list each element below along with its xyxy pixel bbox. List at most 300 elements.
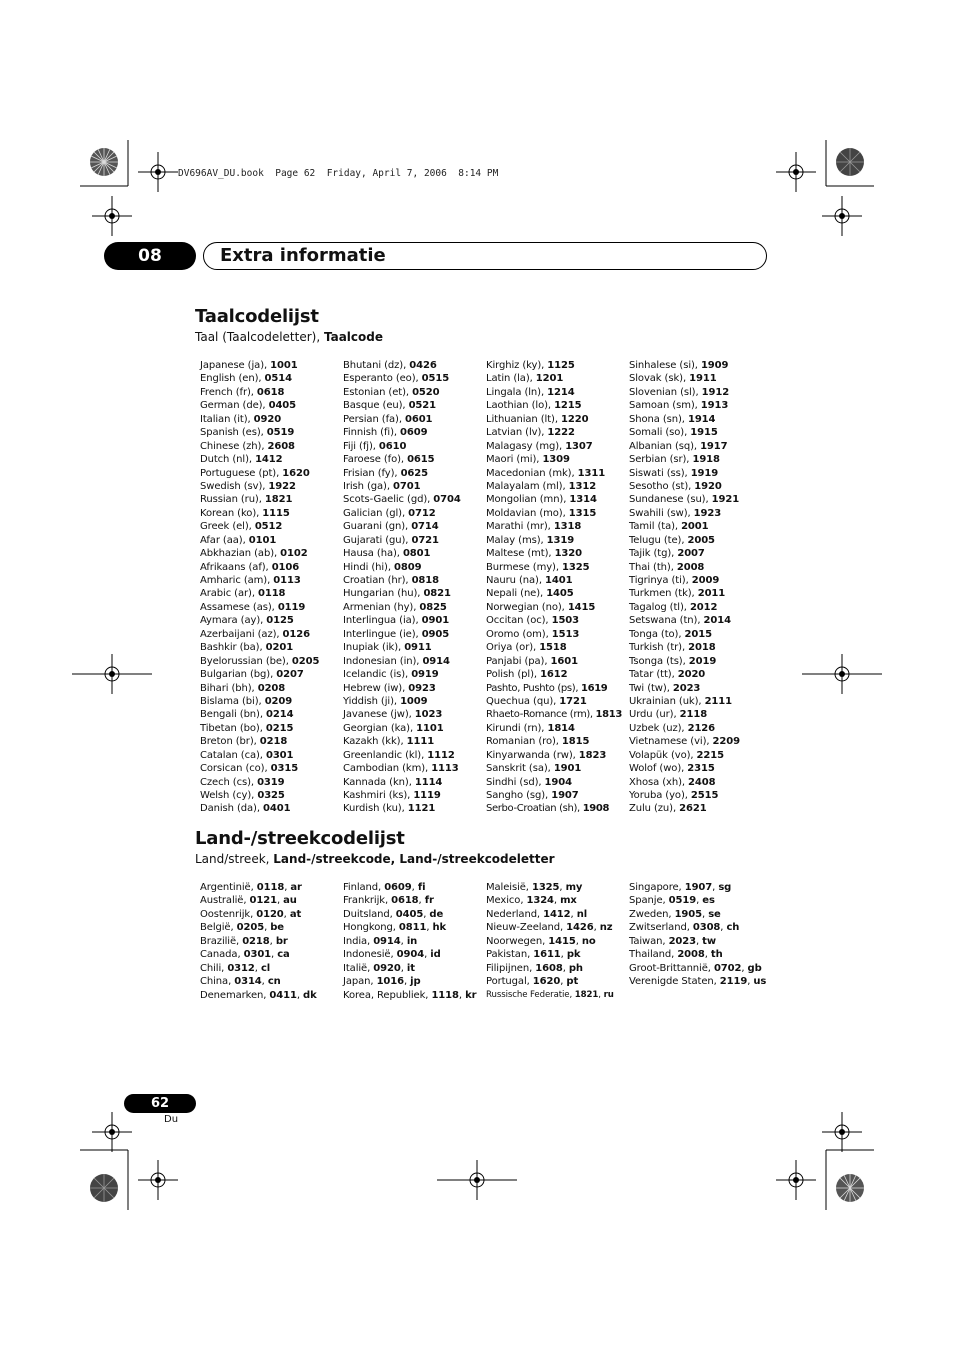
item-name: Italië,	[343, 962, 374, 974]
list-item	[629, 426, 772, 439]
item-code: 1315	[568, 507, 597, 519]
list-item	[343, 399, 486, 412]
list-item	[629, 695, 772, 708]
item-letter-code: fi	[417, 882, 426, 893]
item-name: Gujarati (gu),	[343, 534, 412, 546]
item-code: 2007	[677, 548, 705, 560]
item-name: Marathi (mr),	[486, 521, 554, 533]
item-name: Twi (tw),	[629, 682, 673, 694]
item-name: Afrikaans (af),	[200, 561, 272, 573]
item-name: Danish (da),	[200, 803, 264, 815]
list-item	[629, 789, 772, 802]
language-section-subtitle	[195, 330, 383, 344]
item-code: 2012	[689, 601, 718, 613]
list-item	[486, 480, 629, 493]
item-code: 2018	[688, 642, 716, 654]
item-name: Arabic (ar),	[200, 588, 258, 600]
list-item	[343, 628, 486, 641]
item-name: Macedonian (mk),	[486, 467, 578, 479]
item-code: 0218	[242, 935, 270, 947]
list-item	[200, 708, 343, 721]
item-name: Korea, Republiek,	[343, 989, 432, 1001]
item-code: 0904	[396, 949, 425, 961]
list-item	[200, 776, 343, 789]
item-code: 0905	[421, 628, 450, 640]
list-item	[343, 601, 486, 614]
item-code: 0521	[408, 400, 437, 412]
item-code: 2408	[688, 776, 716, 788]
item-code: 1214	[547, 386, 575, 398]
item-name: Estonian (et),	[343, 386, 413, 398]
list-item: Filipijnen, 1608, ph	[486, 962, 583, 974]
list-item	[629, 534, 772, 547]
list-item	[629, 507, 772, 520]
item-name: Canada,	[200, 949, 244, 961]
country-code-list	[200, 881, 772, 1002]
item-code: 0119	[277, 601, 306, 613]
item-name: Galician (gl),	[343, 507, 409, 519]
item-code: 2008	[676, 561, 705, 573]
list-item: Indonesië, 0904, id	[343, 949, 441, 961]
item-name: Sundanese (su),	[629, 494, 712, 506]
item-code: 2011	[697, 588, 726, 600]
item-name: Nieuw-Zeeland,	[486, 922, 567, 934]
list-item	[629, 372, 772, 385]
item-name: Rhaeto-Romance (rm),	[486, 709, 596, 721]
item-name: Thai (th),	[629, 561, 677, 573]
item-name: Georgian (ka),	[343, 722, 417, 734]
item-code: 0514	[264, 373, 292, 385]
code-column	[629, 359, 772, 816]
item-code: 0125	[266, 615, 294, 627]
item-name: Malayalam (ml),	[486, 480, 569, 492]
item-code: 0825	[419, 601, 447, 613]
item-code: 1601	[550, 655, 578, 667]
list-item	[629, 480, 772, 493]
list-item	[200, 695, 343, 708]
list-item	[486, 493, 629, 506]
list-item	[200, 372, 343, 385]
item-code: 1823	[578, 749, 607, 761]
item-code: 1912	[701, 386, 730, 398]
item-name: Nepali (ne),	[486, 588, 547, 600]
registration-target-icon	[72, 654, 152, 694]
item-name: Oriya (or),	[486, 642, 540, 654]
list-item	[200, 561, 343, 574]
item-name: Kinyarwanda (rw),	[486, 749, 579, 761]
item-code: 0821	[423, 588, 451, 600]
list-item	[486, 534, 629, 547]
item-code: 1814	[547, 722, 575, 734]
list-item	[200, 749, 343, 762]
list-item	[343, 467, 486, 480]
item-code: 2608	[267, 440, 295, 452]
item-code: 1913	[700, 400, 729, 412]
list-item	[486, 695, 629, 708]
item-letter-code: fr	[424, 895, 434, 907]
item-letter-code: ca	[277, 949, 290, 961]
list-item: Groot-Brittannië, 0702, gb	[629, 962, 762, 974]
item-name: Volapük (vo),	[629, 749, 697, 761]
item-name: Singapore,	[629, 882, 685, 893]
item-name: Serbian (sr),	[629, 454, 693, 466]
item-name: Breton (br),	[200, 736, 260, 748]
item-name: Bihari (bh),	[200, 682, 258, 694]
list-item: Argentinië, 0118, ar	[200, 882, 302, 893]
item-letter-code: br	[275, 935, 288, 947]
list-item	[343, 735, 486, 748]
item-name: Frisian (fy),	[343, 467, 401, 479]
list-item: Zwitserland, 0308, ch	[629, 922, 740, 934]
item-name: Duitsland,	[343, 908, 396, 920]
list-item	[629, 413, 772, 426]
item-code: 2119	[719, 976, 748, 988]
list-item	[629, 467, 772, 480]
list-item: Maleisië, 1325, my	[486, 882, 583, 893]
item-name: Esperanto (eo),	[343, 373, 422, 385]
item-name: Noorwegen,	[486, 935, 549, 947]
item-name: Portugal,	[486, 976, 533, 988]
list-item	[200, 413, 343, 426]
item-code: 1918	[692, 454, 720, 466]
item-name: Welsh (cy),	[200, 790, 258, 801]
list-item	[629, 587, 772, 600]
list-item: Brazilië, 0218, br	[200, 935, 288, 947]
list-item	[629, 359, 772, 372]
item-name: Fiji (fj),	[343, 440, 379, 452]
country-section-title: Land-/streekcodelijst	[195, 828, 405, 849]
item-code: 2111	[704, 695, 733, 707]
registration-target-icon	[138, 1160, 178, 1200]
list-item: Mexico, 1324, mx	[486, 895, 577, 907]
item-letter-code: my	[565, 882, 583, 893]
item-code: 1325	[562, 561, 590, 573]
list-item	[200, 574, 343, 587]
list-item: Italië, 0920, it	[343, 962, 415, 974]
code-column	[200, 881, 343, 1002]
color-wheel-icon	[89, 147, 119, 177]
list-item	[343, 547, 486, 560]
list-item	[200, 399, 343, 412]
item-name: Chinese (zh),	[200, 440, 268, 452]
item-code: 1909	[700, 360, 729, 371]
item-code: 1821	[264, 494, 293, 506]
item-code: 0208	[257, 682, 286, 694]
registration-target-icon	[92, 196, 132, 236]
list-item: Denemarken, 0411, dk	[200, 989, 317, 1001]
list-item	[200, 722, 343, 735]
item-code: 1904	[544, 776, 572, 788]
registration-target-icon	[92, 1112, 132, 1152]
list-item	[486, 453, 629, 466]
registration-target-icon	[776, 1160, 816, 1200]
item-name: Pakistan,	[486, 949, 534, 961]
item-code: 1201	[535, 373, 564, 385]
code-column	[486, 881, 629, 1002]
item-code: 0405	[395, 908, 424, 920]
item-code: 1412	[255, 454, 283, 466]
item-code: 0113	[273, 575, 301, 586]
list-item	[486, 628, 629, 641]
subtitle-bold: Taalcode	[323, 330, 384, 344]
item-name: Nederland,	[486, 908, 544, 920]
list-item	[343, 695, 486, 708]
item-code: 0712	[408, 507, 436, 519]
item-code: 0615	[407, 454, 435, 466]
list-item	[343, 426, 486, 439]
list-item	[200, 534, 343, 547]
list-item	[200, 641, 343, 654]
list-item	[629, 655, 772, 668]
item-name: Shona (sn),	[629, 413, 688, 425]
item-code: 0618	[391, 895, 419, 907]
item-name: Sindhi (sd),	[486, 776, 545, 788]
list-item: Verenigde Staten, 2119, us	[629, 976, 767, 988]
item-name: Xhosa (xh),	[629, 776, 689, 788]
item-name: Maori (mi),	[486, 454, 543, 466]
item-name: Icelandic (is),	[343, 669, 412, 681]
list-item	[629, 601, 772, 614]
list-item	[629, 802, 772, 815]
list-item	[343, 386, 486, 399]
item-name: Assamese (as),	[200, 601, 278, 613]
list-item	[486, 735, 629, 748]
list-item	[486, 641, 629, 654]
item-name: Laothian (lo),	[486, 400, 555, 412]
list-item	[343, 749, 486, 762]
item-letter-code: se	[708, 908, 721, 920]
list-item	[200, 655, 343, 668]
item-code: 0205	[291, 655, 320, 667]
item-code: 1721	[559, 695, 587, 707]
list-item	[343, 372, 486, 385]
list-item: Taiwan, 2023, tw	[629, 935, 716, 947]
item-name: Spanish (es),	[200, 427, 267, 439]
list-item	[343, 413, 486, 426]
item-code: 1513	[551, 628, 580, 640]
item-letter-code: id	[430, 949, 441, 961]
list-item	[629, 668, 772, 681]
list-item	[343, 655, 486, 668]
item-code: 2215	[696, 749, 724, 761]
item-name: Indonesië,	[343, 949, 397, 961]
item-name: Verenigde Staten,	[629, 976, 720, 988]
list-item: Noorwegen, 1415, no	[486, 935, 596, 947]
list-item	[343, 776, 486, 789]
list-item	[486, 762, 629, 775]
item-code: 1922	[268, 480, 296, 492]
list-item	[343, 453, 486, 466]
item-name: Mexico,	[486, 895, 527, 907]
list-item	[343, 440, 486, 453]
item-code: 1911	[689, 373, 717, 385]
item-code: 2020	[677, 669, 706, 681]
item-name: Bhutani (dz),	[343, 360, 410, 371]
item-letter-code: au	[283, 895, 297, 907]
list-item	[486, 668, 629, 681]
item-name: English (en),	[200, 373, 265, 385]
item-name: Wolof (wo),	[629, 763, 688, 775]
item-name: Pashto, Pushto (ps),	[486, 682, 581, 694]
list-item: China, 0314, cn	[200, 976, 281, 988]
item-letter-code: no	[581, 935, 596, 947]
item-code: 0315	[270, 763, 299, 775]
list-item	[629, 399, 772, 412]
item-code: 1518	[539, 642, 567, 654]
item-code: 0121	[249, 895, 277, 907]
item-letter-code: gb	[747, 962, 762, 974]
list-item	[200, 493, 343, 506]
item-name: Corsican (co),	[200, 763, 271, 775]
item-name: Occitan (oc),	[486, 615, 552, 627]
item-name: Latvian (lv),	[486, 427, 548, 439]
item-letter-code: cn	[267, 976, 281, 988]
item-name: Turkmen (tk),	[629, 588, 698, 600]
item-code: 2118	[679, 709, 708, 721]
list-item	[200, 762, 343, 775]
item-code: 1311	[577, 467, 606, 479]
item-name: Russian (ru),	[200, 494, 265, 506]
item-letter-code: cl	[260, 962, 271, 974]
item-code: 2001	[681, 521, 709, 533]
item-code: 0118	[257, 588, 286, 600]
color-wheel-icon	[835, 147, 865, 177]
item-letter-code: ph	[568, 962, 583, 974]
list-item: Spanje, 0519, es	[629, 895, 715, 907]
item-name: Swedish (sv),	[200, 480, 269, 492]
item-code: 1125	[547, 360, 575, 371]
item-letter-code: tw	[702, 935, 716, 947]
item-code: 0312	[227, 962, 255, 974]
item-code: 2005	[687, 534, 715, 546]
item-name: Quechua (qu),	[486, 695, 560, 707]
list-item	[200, 682, 343, 695]
list-item: Australië, 0121, au	[200, 895, 297, 907]
item-name: Lingala (ln),	[486, 386, 548, 398]
item-code: 1307	[565, 440, 593, 452]
item-code: 0919	[411, 669, 439, 681]
item-code: 0301	[243, 949, 272, 961]
list-item	[629, 682, 772, 695]
item-name: Zwitserland,	[629, 922, 693, 934]
item-code: 1314	[569, 494, 597, 506]
list-item: Zweden, 1905, se	[629, 908, 721, 920]
item-name: German (de),	[200, 400, 269, 412]
registration-target-icon	[776, 152, 816, 192]
item-code: 1118	[431, 989, 459, 1001]
list-item	[629, 722, 772, 735]
item-code: 1111	[406, 736, 435, 748]
list-item	[486, 655, 629, 668]
item-name: Zulu (zu),	[629, 803, 680, 815]
item-code: 0809	[394, 561, 422, 573]
item-code: 0214	[266, 709, 294, 721]
item-name: Urdu (ur),	[629, 709, 680, 721]
language-code-list	[200, 359, 772, 816]
item-code: 1503	[551, 615, 580, 627]
item-code: 2621	[679, 803, 707, 815]
item-code: 0911	[404, 642, 432, 654]
list-item	[629, 735, 772, 748]
item-name: Vietnamese (vi),	[629, 736, 713, 748]
list-item	[200, 359, 343, 372]
item-code: 0515	[421, 373, 450, 385]
list-item	[629, 641, 772, 654]
item-name: Lithuanian (lt),	[486, 413, 561, 425]
chapter-header	[203, 242, 767, 270]
item-name: Interlingua (ia),	[343, 615, 422, 627]
item-code: 2008	[677, 949, 705, 961]
item-code: 1907	[684, 882, 713, 893]
item-code: 0120	[256, 908, 284, 920]
item-name: Somali (so),	[629, 427, 691, 439]
item-name: Greek (el),	[200, 521, 255, 533]
item-code: 2209	[712, 736, 740, 748]
list-item	[343, 587, 486, 600]
list-item	[486, 520, 629, 533]
item-code: 2015	[684, 628, 712, 640]
item-name: Byelorussian (be),	[200, 655, 292, 667]
list-item	[486, 507, 629, 520]
item-name: Telugu (te),	[629, 534, 688, 546]
item-code: 0914	[373, 935, 401, 947]
item-name: Kirghiz (ky),	[486, 360, 548, 371]
list-item: Oostenrijk, 0120, at	[200, 908, 302, 920]
item-name: Uzbek (uz),	[629, 722, 688, 734]
item-letter-code: pt	[566, 976, 579, 988]
item-code: 1325	[531, 882, 560, 893]
item-name: Frankrijk,	[343, 895, 392, 907]
list-item	[486, 359, 629, 372]
item-code: 0411	[269, 989, 297, 1001]
item-name: Japanese (ja),	[200, 360, 271, 371]
item-name: Persian (fa),	[343, 413, 405, 425]
item-name: Korean (ko),	[200, 507, 263, 519]
list-item: Finland, 0609, fi	[343, 882, 426, 893]
list-item: Hongkong, 0811, hk	[343, 922, 447, 934]
registration-target-icon	[822, 1112, 862, 1152]
list-item	[343, 359, 486, 372]
list-item	[486, 682, 629, 695]
item-letter-code: dk	[303, 989, 317, 1001]
item-name: Tajik (tg),	[629, 548, 678, 560]
list-item	[200, 386, 343, 399]
list-item	[200, 614, 343, 627]
item-code: 0101	[248, 534, 277, 546]
item-code: 0609	[384, 882, 412, 893]
color-wheel-icon	[835, 1173, 865, 1203]
item-code: 1815	[561, 736, 590, 748]
registration-target-icon	[822, 196, 862, 236]
list-item: Thailand, 2008, th	[629, 949, 723, 961]
list-item	[200, 426, 343, 439]
item-name: Italian (it),	[200, 413, 254, 425]
list-item	[200, 789, 343, 802]
item-code: 1921	[711, 494, 740, 506]
item-code: 0314	[234, 976, 262, 988]
list-item	[486, 399, 629, 412]
item-name: Portuguese (pt),	[200, 467, 283, 479]
item-name: Spanje,	[629, 895, 669, 907]
item-name: Basque (eu),	[343, 400, 409, 412]
item-name: Tsonga (ts),	[629, 655, 689, 667]
item-name: Amharic (am),	[200, 575, 274, 586]
item-code: 1412	[543, 908, 571, 920]
item-code: 1914	[687, 413, 716, 425]
item-name: Setswana (tn),	[629, 615, 704, 627]
list-item	[486, 574, 629, 587]
list-item	[486, 413, 629, 426]
